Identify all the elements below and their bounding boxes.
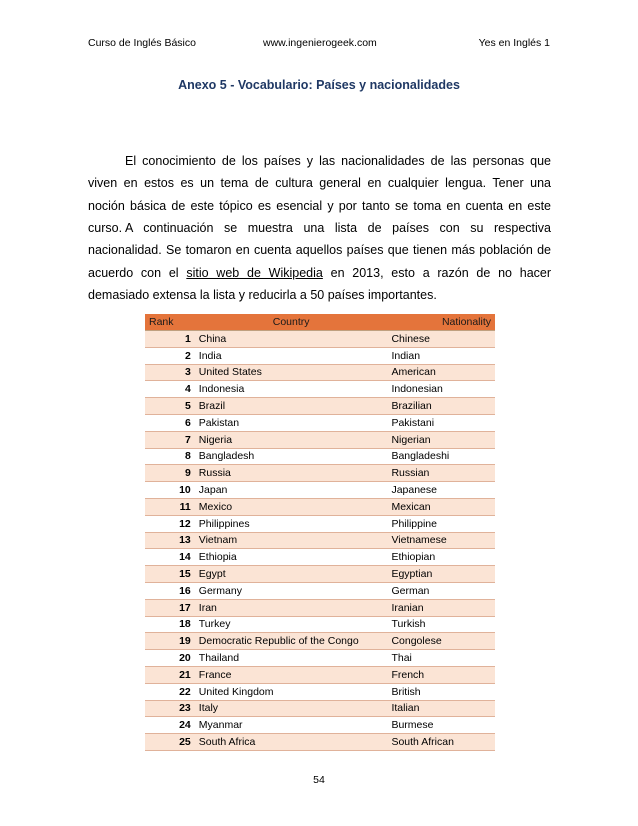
nationality-cell: Thai	[387, 650, 495, 667]
table-row	[145, 734, 495, 751]
country-cell: South Africa	[195, 734, 388, 751]
nationality-cell: Iranian	[387, 599, 495, 616]
country-cell: Bangladesh	[195, 448, 388, 465]
list-description-paragraph	[88, 217, 551, 307]
table-row	[145, 700, 495, 717]
country-cell: Pakistan	[195, 414, 388, 431]
country-cell: China	[195, 331, 388, 348]
nationality-cell: Indonesian	[387, 381, 495, 398]
rank-cell: 1	[145, 331, 195, 348]
nationality-cell: Indian	[387, 347, 495, 364]
country-cell: Russia	[195, 465, 388, 482]
page-number: 54	[313, 774, 325, 786]
nationality-cell: Brazilian	[387, 398, 495, 415]
rank-cell: 17	[145, 599, 195, 616]
nationality-cell: Italian	[387, 700, 495, 717]
country-cell: Philippines	[195, 515, 388, 532]
intro-paragraph: El conocimiento de los países y las nacionalidades de las personas que viven en estos es un tema de cultura general en cualquier lengua. Tener una noción básica de este tópico es esencial y por tanto se toma en cuenta en este curso.	[88, 154, 551, 236]
header-book-title: Yes en Inglés 1	[478, 37, 550, 49]
table-body	[145, 331, 495, 751]
rank-cell: 20	[145, 650, 195, 667]
paragraph-text-after-link: en 2013, esto a razón de no hacer demasiado extensa la lista y reducirla a 50 países importantes.	[88, 265, 552, 303]
rank-cell: 14	[145, 549, 195, 566]
nationality-cell: Turkish	[387, 616, 495, 633]
country-cell: Turkey	[195, 616, 388, 633]
nationality-cell: Philippine	[387, 515, 495, 532]
country-cell: Thailand	[195, 650, 388, 667]
rank-cell: 22	[145, 683, 195, 700]
nationality-cell: Chinese	[387, 331, 495, 348]
table-row	[145, 532, 495, 549]
country-cell: India	[195, 347, 388, 364]
nationality-cell: Burmese	[387, 717, 495, 734]
table-row	[145, 616, 495, 633]
table-row	[145, 566, 495, 583]
table-row	[145, 482, 495, 499]
nationality-cell: Mexican	[387, 498, 495, 515]
rank-cell: 19	[145, 633, 195, 650]
header-course-name: Curso de Inglés Básico	[88, 37, 196, 49]
table-row	[145, 666, 495, 683]
country-cell: Japan	[195, 482, 388, 499]
nationality-cell: French	[387, 666, 495, 683]
table-row	[145, 364, 495, 381]
nationality-cell: Ethiopian	[387, 549, 495, 566]
country-cell: United States	[195, 364, 388, 381]
table-row	[145, 515, 495, 532]
table-row	[145, 633, 495, 650]
rank-cell: 2	[145, 347, 195, 364]
country-cell: Brazil	[195, 398, 388, 415]
rank-cell: 5	[145, 398, 195, 415]
table-row	[145, 414, 495, 431]
rank-cell: 15	[145, 566, 195, 583]
table-row	[145, 465, 495, 482]
header-rank: Rank	[145, 314, 195, 331]
country-cell: Ethiopia	[195, 549, 388, 566]
wikipedia-link[interactable]: sitio web de Wikipedia	[186, 265, 323, 280]
table-row	[145, 331, 495, 348]
rank-cell: 23	[145, 700, 195, 717]
country-cell: Egypt	[195, 566, 388, 583]
header-country: Country	[195, 314, 388, 331]
rank-cell: 16	[145, 582, 195, 599]
nationality-cell: Pakistani	[387, 414, 495, 431]
table-row	[145, 381, 495, 398]
table-row	[145, 498, 495, 515]
country-cell: Italy	[195, 700, 388, 717]
nationality-cell: German	[387, 582, 495, 599]
table-row	[145, 599, 495, 616]
header-website: www.ingenierogeek.com	[263, 37, 377, 49]
rank-cell: 24	[145, 717, 195, 734]
nationality-cell: Vietnamese	[387, 532, 495, 549]
paragraph-text-before-link: A continuación se muestra una lista de países con su respectiva nacionalidad. Se tomaron en cuenta aquellos países que tienen más población de acuerdo con el	[88, 221, 551, 280]
table-row	[145, 683, 495, 700]
rank-cell: 3	[145, 364, 195, 381]
rank-cell: 25	[145, 734, 195, 751]
table-row	[145, 347, 495, 364]
country-cell: Iran	[195, 599, 388, 616]
nationality-cell: Japanese	[387, 482, 495, 499]
rank-cell: 8	[145, 448, 195, 465]
table-row	[145, 431, 495, 448]
table-row	[145, 582, 495, 599]
nationality-cell: Nigerian	[387, 431, 495, 448]
nationality-cell: South African	[387, 734, 495, 751]
countries-nationalities-table	[145, 314, 495, 751]
nationality-cell: British	[387, 683, 495, 700]
rank-cell: 18	[145, 616, 195, 633]
annex-title: Anexo 5 - Vocabulario: Países y nacionalidades	[178, 78, 460, 92]
country-cell: Indonesia	[195, 381, 388, 398]
rank-cell: 4	[145, 381, 195, 398]
nationality-cell: Russian	[387, 465, 495, 482]
table-row	[145, 398, 495, 415]
rank-cell: 9	[145, 465, 195, 482]
country-cell: Mexico	[195, 498, 388, 515]
nationality-cell: Egyptian	[387, 566, 495, 583]
table-row	[145, 549, 495, 566]
country-cell: Democratic Republic of the Congo	[195, 633, 388, 650]
rank-cell: 12	[145, 515, 195, 532]
nationality-cell: Bangladeshi	[387, 448, 495, 465]
header-nationality: Nationality	[387, 314, 495, 331]
nationality-cell: American	[387, 364, 495, 381]
rank-cell: 6	[145, 414, 195, 431]
rank-cell: 21	[145, 666, 195, 683]
table-row	[145, 650, 495, 667]
country-cell: France	[195, 666, 388, 683]
nationality-cell: Congolese	[387, 633, 495, 650]
rank-cell: 13	[145, 532, 195, 549]
page-header	[88, 37, 550, 51]
rank-cell: 7	[145, 431, 195, 448]
rank-cell: 10	[145, 482, 195, 499]
table-row	[145, 448, 495, 465]
country-cell: Vietnam	[195, 532, 388, 549]
country-cell: Myanmar	[195, 717, 388, 734]
country-cell: United Kingdom	[195, 683, 388, 700]
table-row	[145, 717, 495, 734]
country-cell: Nigeria	[195, 431, 388, 448]
country-cell: Germany	[195, 582, 388, 599]
rank-cell: 11	[145, 498, 195, 515]
table-header-row	[145, 314, 495, 331]
